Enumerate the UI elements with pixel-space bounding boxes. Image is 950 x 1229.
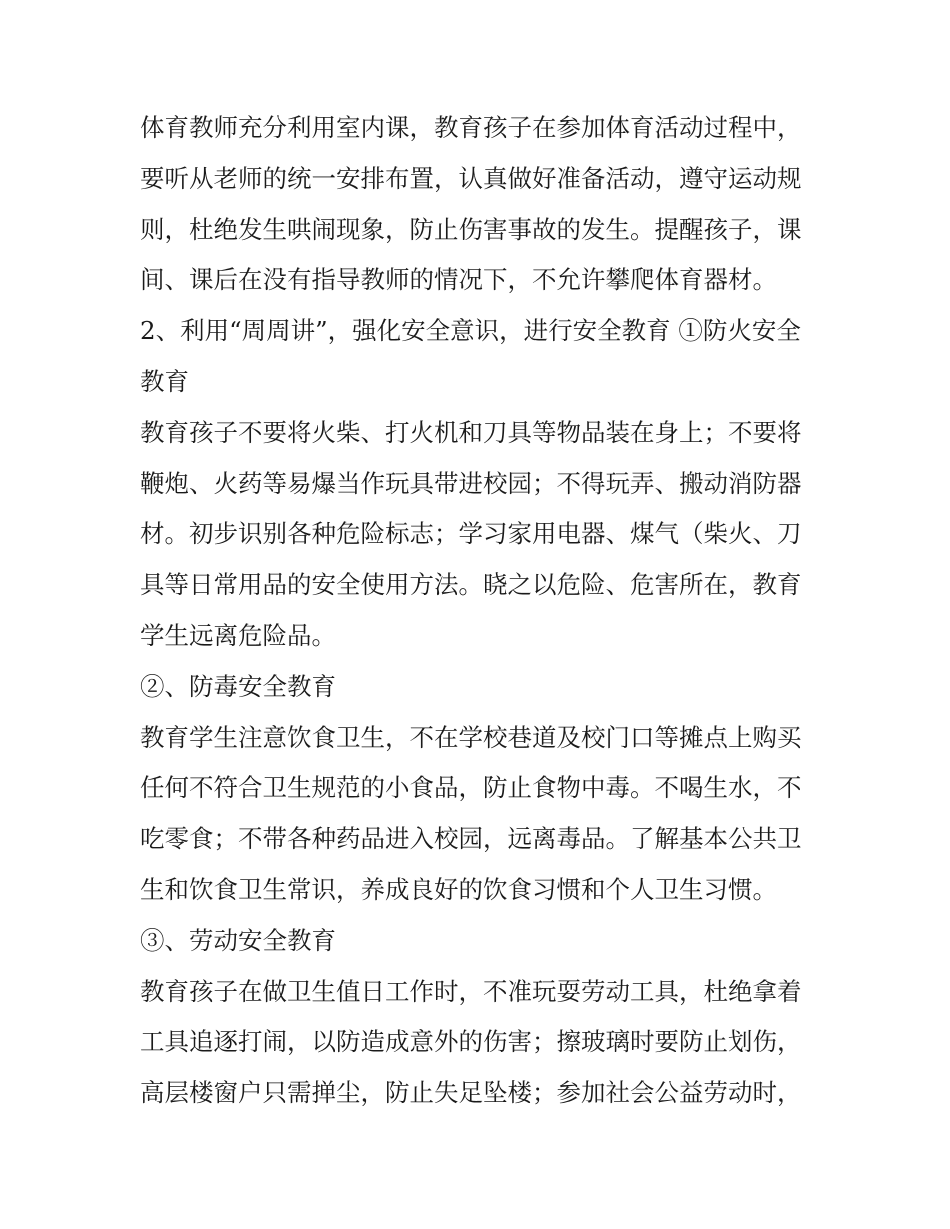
text-line: 教育孩子不要将火柴、打火机和刀具等物品装在身上；不要将 bbox=[140, 417, 802, 447]
section-heading-poison-safety: ②、防毒安全教育 bbox=[140, 671, 336, 701]
text-line: 高层楼窗户只需掸尘，防止失足坠楼；参加社会公益劳动时， bbox=[140, 1078, 802, 1108]
text-line: 任何不符合卫生规范的小食品，防止食物中毒。不喝生水，不 bbox=[140, 773, 802, 803]
text-line: 教育孩子在做卫生值日工作时，不准玩耍劳动工具，杜绝拿着 bbox=[140, 976, 802, 1006]
text-line: 具等日常用品的安全使用方法。晓之以危险、危害所在，教育 bbox=[140, 570, 802, 600]
document-body bbox=[140, 103, 820, 1119]
section-heading-fire-safety: 2、利用“周周讲”，强化安全意识，进行安全教育 ①防火安全 bbox=[140, 316, 801, 346]
text-line: 工具追逐打闹，以防造成意外的伤害；擦玻璃时要防止划伤， bbox=[140, 1027, 802, 1057]
text-line: 间、课后在没有指导教师的情况下，不允许攀爬体育器材。 bbox=[140, 265, 777, 295]
text-line: 教育 bbox=[140, 366, 189, 396]
text-line: 则，杜绝发生哄闹现象，防止伤害事故的发生。提醒孩子，课 bbox=[140, 214, 802, 244]
text-line: 体育教师充分利用室内课，教育孩子在参加体育活动过程中， bbox=[140, 113, 802, 142]
text-line: 要听从老师的统一安排布置，认真做好准备活动，遵守运动规 bbox=[140, 163, 802, 193]
text-line: 材。初步识别各种危险标志；学习家用电器、煤气（柴火、刀 bbox=[140, 519, 802, 549]
text-line: 生和饮食卫生常识，养成良好的饮食习惯和个人卫生习惯。 bbox=[140, 874, 777, 904]
section-heading-labor-safety: ③、劳动安全教育 bbox=[140, 925, 336, 955]
text-line: 学生远离危险品。 bbox=[140, 620, 336, 650]
text-line: 鞭炮、火药等易爆当作玩具带进校园；不得玩弄、搬动消防器 bbox=[140, 468, 802, 498]
text-line: 吃零食；不带各种药品进入校园，远离毒品。了解基本公共卫 bbox=[140, 824, 802, 854]
text-line: 教育学生注意饮食卫生，不在学校巷道及校门口等摊点上购买 bbox=[140, 722, 802, 752]
